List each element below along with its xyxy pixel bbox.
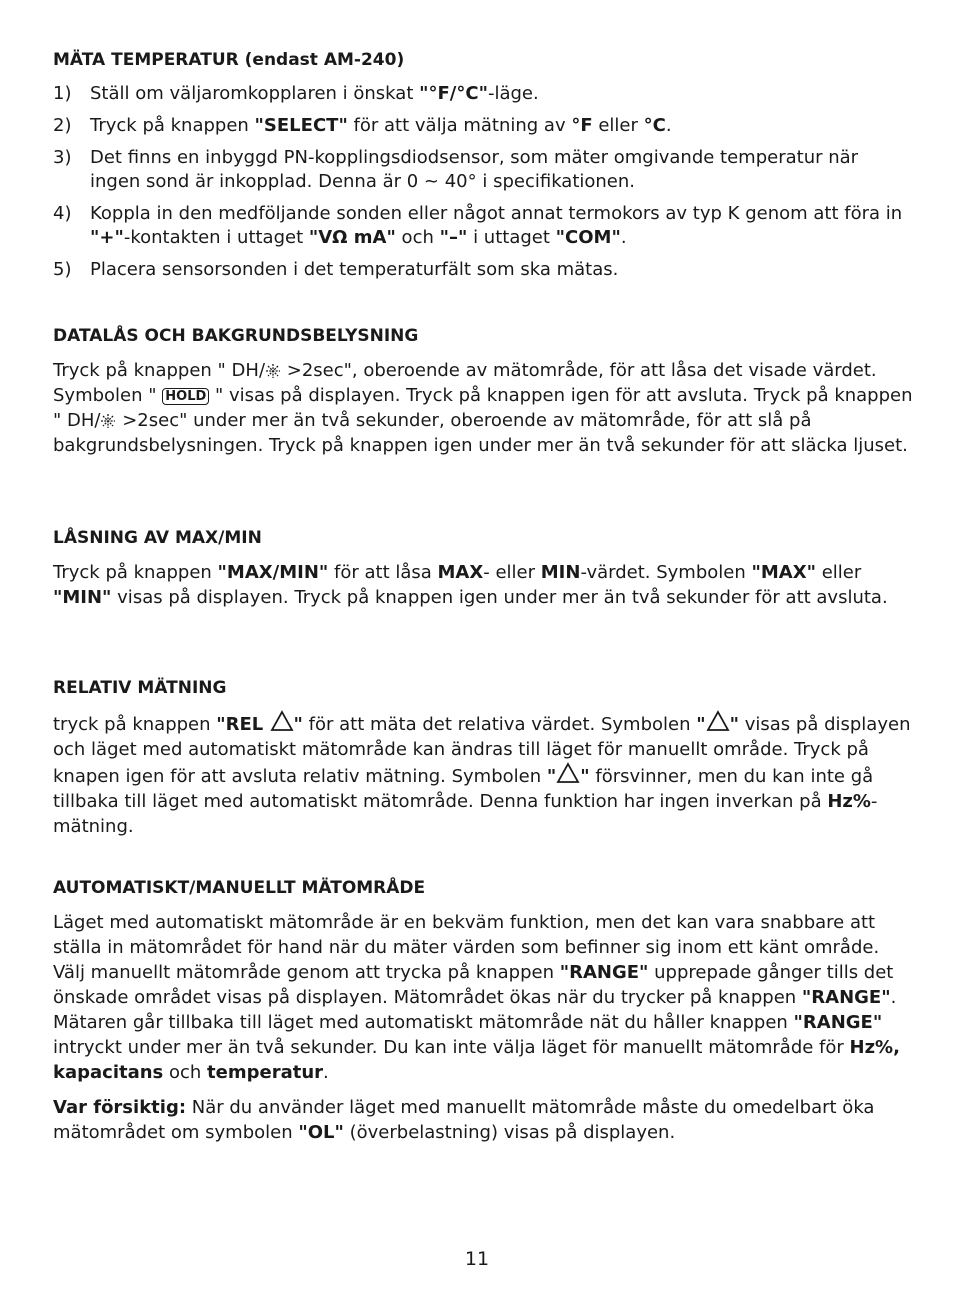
page-number: 11: [464, 1248, 490, 1270]
heading-max-min: LÅSNING AV MAX/MIN: [53, 528, 262, 548]
section-data-hold: [53, 324, 913, 458]
heading-relative: RELATIV MÄTNING: [53, 678, 227, 698]
backlight-icon: [100, 413, 116, 429]
list-item: 1) Ställ om väljaromkopplaren i önskat "°F/°C"-läge.: [53, 83, 539, 104]
temperature-steps: [53, 82, 913, 282]
paragraph-range: Läget med automatiskt mätområde är en bekväm funktion, men det kan vara snabbare att ställa in mätområdet för hand när du mäter värden som befinner sig inom ett känt område. Välj manuellt mätområde genom att trycka på knappen "RANGE" upprepade gånger tills det önskade området visas på displayen. Mätområdet ökas när du trycker på knappen "RANGE". Mätaren går tillbaka till läget med automatiskt mätområde nät du håller knappen "RANGE" intryckt under mer än två sekunder. Du kan inte välja läget för manuellt mätområde för Hz%, kapacitans och temperatur.: [53, 912, 900, 1083]
section-range: [53, 876, 913, 1145]
delta-icon: [706, 710, 730, 732]
paragraph-relative: tryck på knappen "REL " för att mäta det relativa värdet. Symbolen " " visas på displayen och läget med automatiskt mätområde kan ändras till läget för manuellt område. Tryck på knapen igen för att avsluta relativ mätning. Symbolen " " försvinner, men du kan inte gå tillbaka till läget med automatiskt mätområde. Denna funktion har ingen inverkan på Hz%-mätning.: [53, 710, 913, 839]
paragraph-max-min: Tryck på knappen "MAX/MIN" för att låsa MAX- eller MIN-värdet. Symbolen "MAX" eller "MIN" visas på displayen. Tryck på knappen igen under mer än två sekunder för att avsluta.: [53, 562, 888, 608]
section-max-min: [53, 526, 913, 610]
backlight-icon: [265, 363, 281, 379]
hold-symbol: HOLD: [162, 388, 209, 405]
list-item: 2) Tryck på knappen "SELECT" för att välja mätning av °F eller °C.: [53, 115, 672, 136]
dh-backlight-symbol: DH/ >2sec: [231, 360, 344, 381]
delta-icon: [270, 710, 294, 732]
list-item: 4) Koppla in den medföljande sonden eller något annat termokors av typ K genom att föra in "+"-kontakten i uttaget "VΩ mA" och "–" i uttaget "COM".: [53, 203, 903, 248]
dh-backlight-symbol: DH/ >2sec: [67, 410, 180, 431]
section-temperature: [53, 48, 913, 290]
list-item: 3) Det finns en inbyggd PN-kopplingsdiodsensor, som mäter omgivande temperatur när ingen sond är inkopplad. Denna är 0 ~ 40° i specifikationen.: [53, 147, 859, 192]
section-relative: [53, 676, 913, 839]
heading-data-hold: DATALÅS OCH BAKGRUNDSBELYSNING: [53, 326, 419, 346]
list-item: 5) Placera sensorsonden i det temperaturfält som ska mätas.: [53, 259, 619, 280]
paragraph-data-hold: Tryck på knappen " DH/ >2sec", oberoende av mätområde, för att låsa det visade värdet. Symbolen " HOLD " visas på displayen. Tryck på knappen igen för att avsluta. Tryck på knappen " DH/ >2sec" under mer än två sekunder, oberoende av mätområde, för att slå på bakgrundsbelysningen. Tryck på knappen igen under mer än två sekunder för att släcka ljuset.: [53, 360, 913, 456]
heading-range: AUTOMATISKT/MANUELLT MÄTOMRÅDE: [53, 878, 426, 898]
heading-temperature: MÄTA TEMPERATUR (endast AM-240): [53, 50, 405, 70]
delta-icon: [556, 762, 580, 784]
paragraph-warning: Var försiktig: När du använder läget med manuellt mätområde måste du omedelbart öka mätområdet om symbolen "OL" (överbelastning) visas på displayen.: [53, 1097, 875, 1143]
